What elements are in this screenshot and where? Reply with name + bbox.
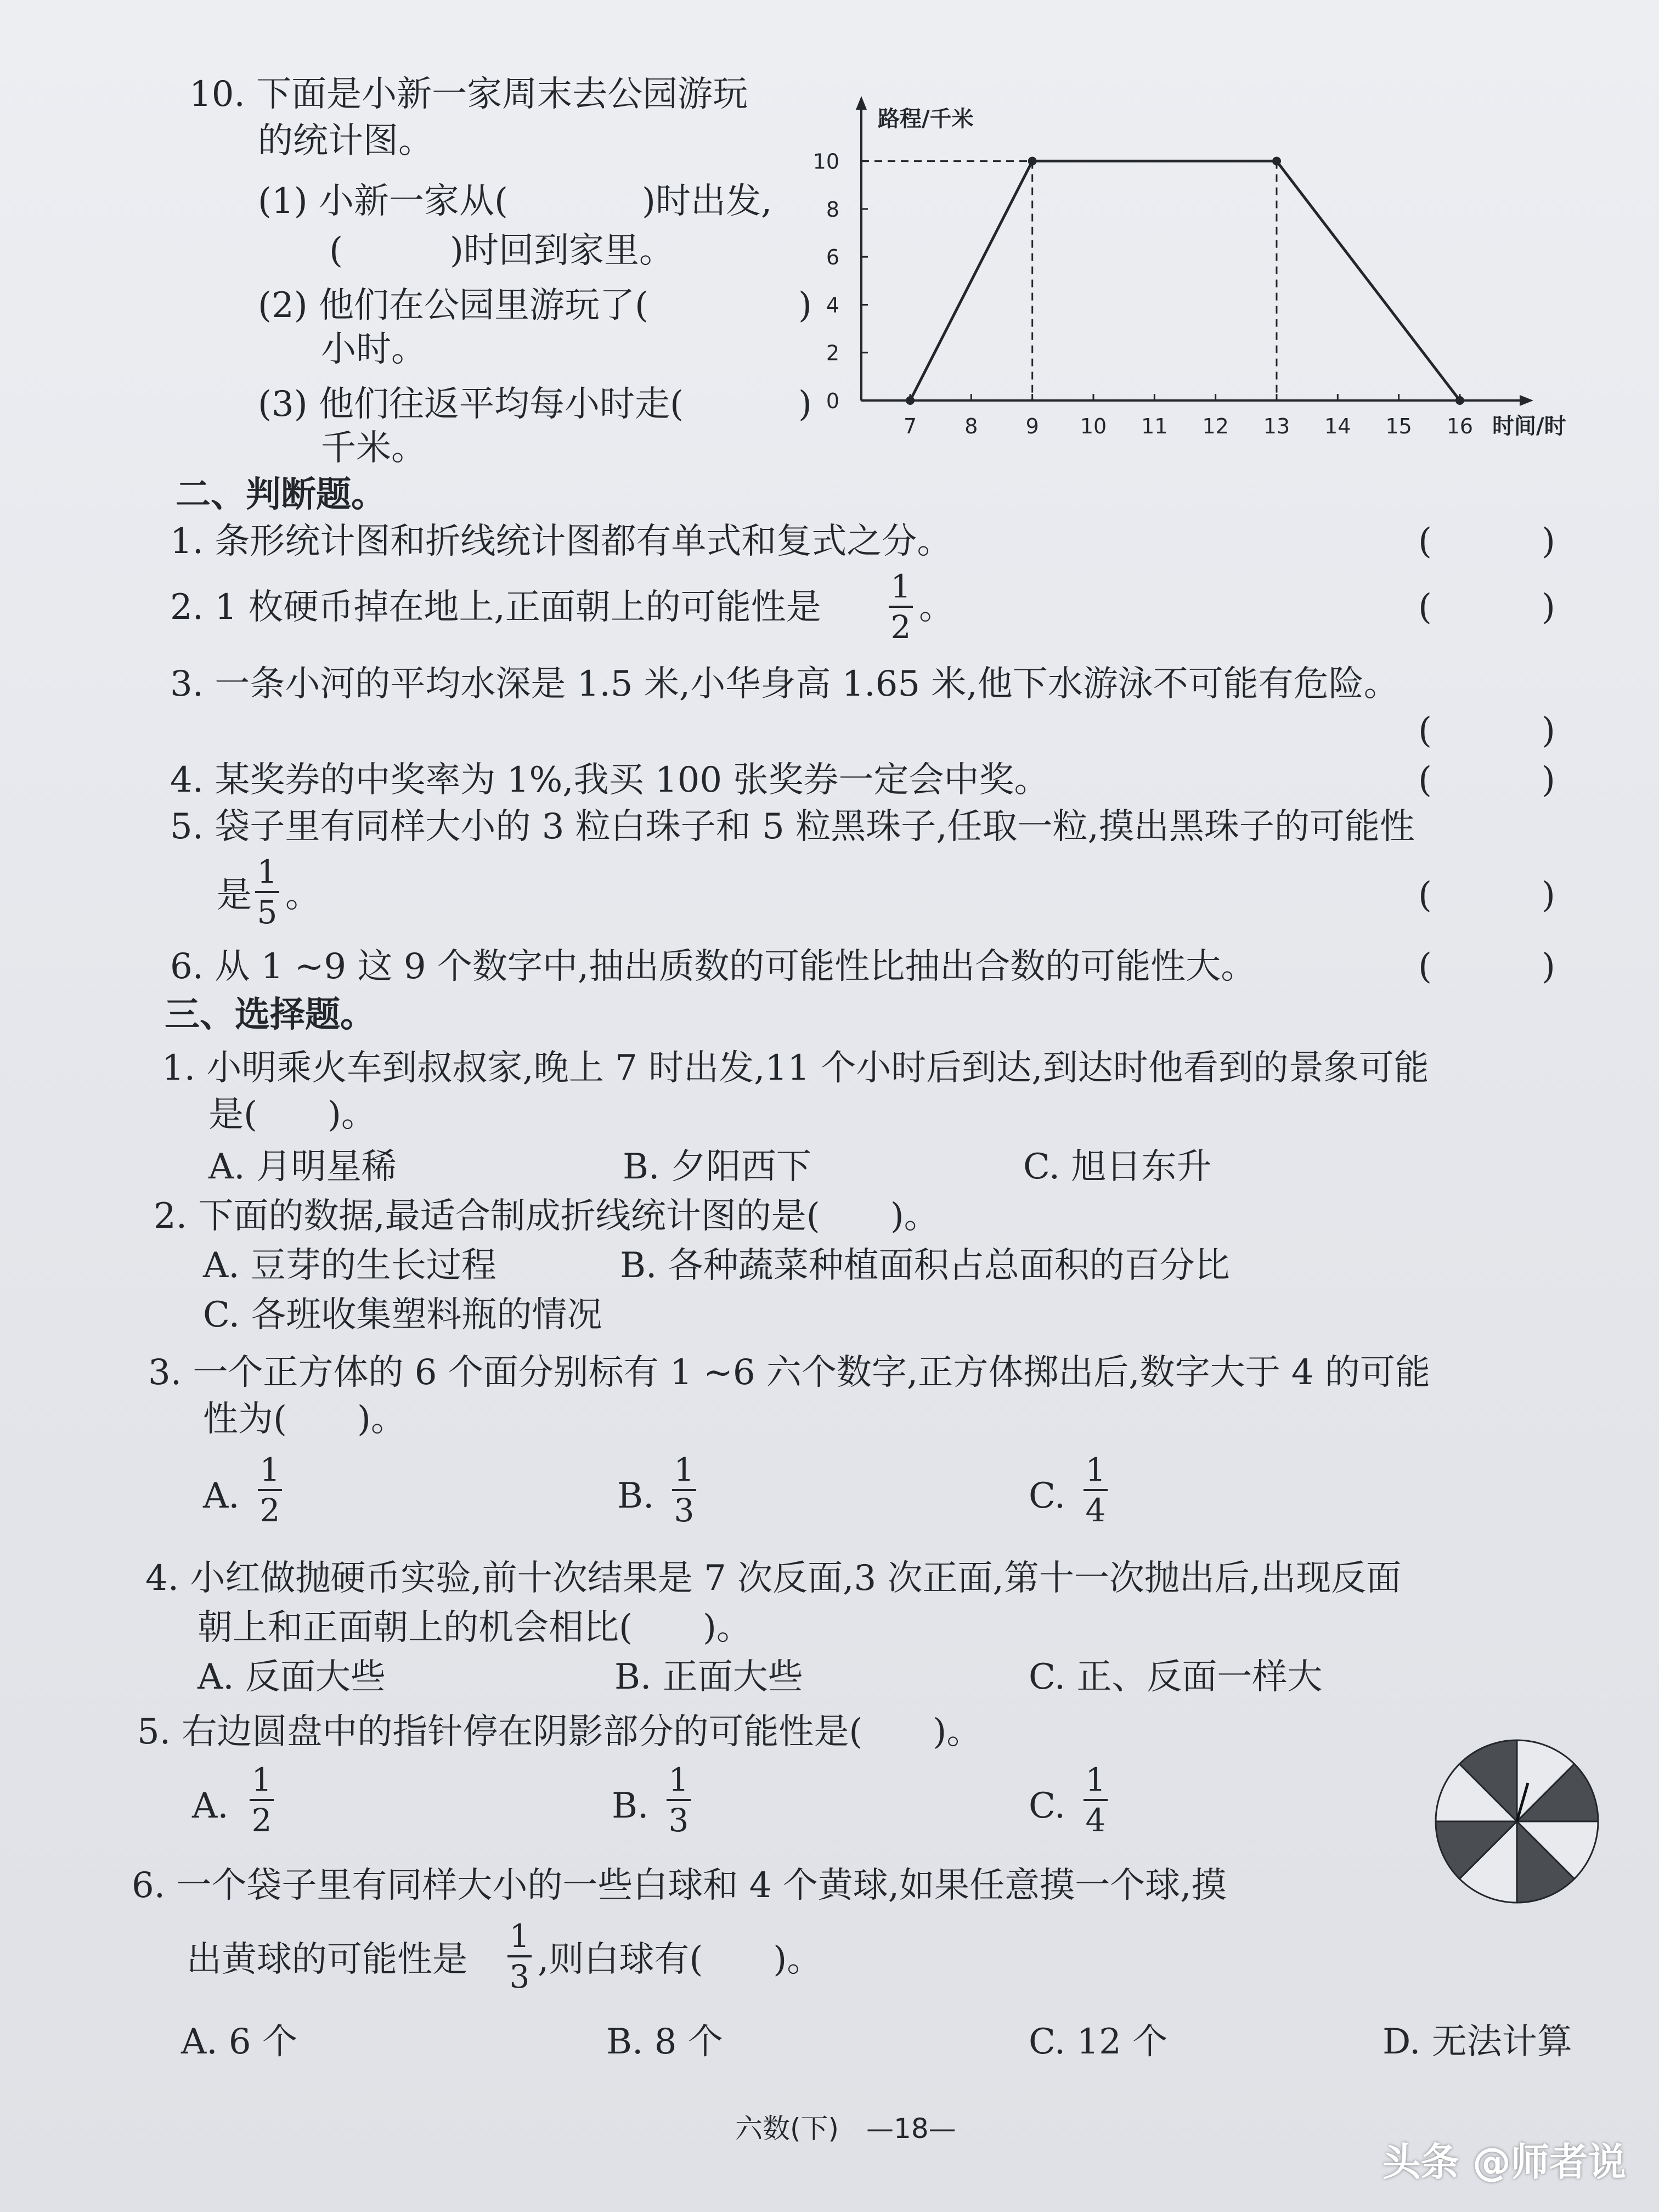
choice-q5-line1: 5. 右边圆盘中的指针停在阴影部分的可能性是( )。	[137, 1712, 982, 1752]
choice-q3-a-fraction	[258, 1451, 282, 1529]
fraction-denominator: 2	[251, 1802, 272, 1839]
choice-q4-option-b[interactable]: B. 正面大些	[614, 1657, 803, 1697]
fraction-bar	[507, 1955, 532, 1957]
y-axis-arrow	[856, 96, 867, 110]
choice-q2-line1: 2. 下面的数据,最适合制成折线统计图的是( )。	[154, 1196, 939, 1237]
x-axis-arrow	[1520, 395, 1533, 406]
x-tick-label: 16	[1446, 414, 1474, 438]
judge-text-5: 袋子里有同样大小的 3 粒白珠子和 5 粒黑珠子,任取一粒,摸出黑珠子的可能性	[215, 806, 1415, 847]
y-tick-label: 0	[826, 389, 839, 413]
judge-paren-4-right: )	[1542, 760, 1555, 800]
y-tick-label: 4	[826, 293, 839, 318]
spinner-disc	[1429, 1734, 1605, 1909]
fraction-denominator: 4	[1085, 1802, 1106, 1839]
judge-text-6: 从 1 ~9 这 9 个数字中,抽出质数的可能性比抽出合数的可能性大。	[215, 946, 1256, 987]
choice-q6-option-b[interactable]: B. 8 个	[606, 2022, 723, 2062]
fraction-denominator: 3	[509, 1958, 530, 1995]
x-axis-label: 时间/时	[1492, 414, 1566, 439]
judge-item-1	[170, 521, 952, 562]
y-tick-label: 10	[812, 149, 839, 174]
judge-paren-5-left[interactable]: (	[1418, 875, 1432, 916]
fraction-numerator: 1	[251, 1761, 272, 1798]
y-tick-label: 2	[826, 341, 839, 365]
fraction-numerator: 1	[509, 1917, 530, 1955]
judge-paren-3-right: )	[1542, 710, 1555, 751]
judge-item-5	[170, 806, 1415, 847]
judge-2-end: 。	[919, 587, 954, 628]
page-footer: 六数(下) —18—	[735, 2113, 956, 2145]
data-point	[1455, 396, 1464, 405]
judge-item-2	[170, 587, 821, 628]
judge-paren-1-right: )	[1542, 521, 1555, 562]
choice-q6-option-a[interactable]: A. 6 个	[181, 2022, 297, 2062]
choice-q4-line2: 朝上和正面朝上的机会相比( )。	[198, 1607, 752, 1648]
choice-q5-option-a[interactable]: A.	[192, 1786, 229, 1826]
x-tick-label: 13	[1263, 414, 1290, 438]
choice-q5-c-fraction	[1084, 1761, 1108, 1839]
judge-2-fraction	[889, 568, 913, 646]
q10-line1: 10. 下面是小新一家周末去公园游玩	[189, 74, 748, 115]
choice-q5-b-fraction	[667, 1761, 691, 1839]
judge-paren-2-left[interactable]: (	[1418, 587, 1432, 628]
choice-q6-fraction	[507, 1917, 532, 1995]
fraction-denominator: 3	[668, 1802, 689, 1839]
choice-q5-option-c[interactable]: C.	[1029, 1786, 1066, 1826]
choice-q5-option-b[interactable]: B.	[612, 1786, 649, 1826]
judge-5-fraction	[255, 853, 279, 931]
fraction-numerator: 1	[668, 1761, 689, 1798]
judge-item-3	[170, 664, 1399, 704]
q10-sub1a: (1) 小新一家从(	[258, 181, 508, 222]
choice-q6-line2-end: ,则白球有( )。	[538, 1939, 822, 1980]
q10-sub1b: )时出发,	[642, 181, 772, 222]
y-axis-label: 路程/千米	[878, 106, 974, 132]
choice-q6-option-c[interactable]: C. 12 个	[1029, 2022, 1168, 2062]
choice-q1-option-a[interactable]: A. 月明星稀	[208, 1147, 397, 1187]
data-point	[1028, 157, 1037, 166]
judge-num-1: 1.	[170, 521, 204, 562]
fraction-denominator: 2	[890, 608, 911, 646]
section3-title: 三、选择题。	[165, 994, 375, 1035]
choice-q3-b-fraction	[672, 1451, 696, 1529]
fraction-denominator: 2	[259, 1492, 280, 1529]
choice-q1-line1: 1. 小明乘火车到叔叔家,晚上 7 时出发,11 个小时后到达,到达时他看到的景象可能	[162, 1048, 1429, 1088]
watermark: 头条 @师者说	[1382, 2140, 1626, 2185]
x-tick-label: 14	[1324, 414, 1351, 438]
judge-item-4	[170, 760, 1049, 800]
fraction-bar	[889, 606, 913, 608]
choice-q6-option-d[interactable]: D. 无法计算	[1383, 2022, 1572, 2062]
q10-sub2c: 小时。	[321, 329, 426, 370]
choice-q1-line2: 是( )。	[208, 1094, 376, 1135]
judge-item-6	[170, 946, 1256, 987]
choice-q6-line2-start: 出黄球的可能性是	[187, 1939, 467, 1980]
fraction-numerator: 1	[1085, 1761, 1106, 1798]
fraction-bar	[1084, 1489, 1108, 1491]
y-tick-label: 6	[826, 245, 839, 270]
choice-q3-c-fraction	[1084, 1451, 1108, 1529]
x-tick-label: 11	[1141, 414, 1168, 438]
fraction-numerator: 1	[257, 853, 278, 890]
x-tick-label: 10	[1080, 414, 1107, 438]
fraction-numerator: 1	[1085, 1451, 1106, 1488]
choice-q2-option-c[interactable]: C. 各班收集塑料瓶的情况	[203, 1295, 602, 1335]
fraction-bar	[672, 1489, 696, 1491]
q10-sub3b: )	[798, 384, 812, 425]
q10-sub2b: )	[798, 285, 812, 326]
judge-num-2: 2.	[170, 587, 204, 628]
x-tick-label: 15	[1385, 414, 1412, 438]
q10-sub2a: (2) 他们在公园里游玩了(	[258, 285, 648, 326]
q10-line2: 的统计图。	[258, 121, 433, 161]
fraction-numerator: 1	[890, 568, 911, 605]
choice-q3-line1: 3. 一个正方体的 6 个面分别标有 1 ~6 六个数字,正方体掷出后,数字大于 4 的可能	[148, 1352, 1430, 1393]
choice-q4-option-c[interactable]: C. 正、反面一样大	[1029, 1657, 1323, 1697]
judge-paren-3-left[interactable]: (	[1418, 710, 1432, 751]
x-tick-label: 7	[903, 414, 917, 438]
data-point	[906, 396, 915, 405]
choice-q3-option-a[interactable]: A.	[203, 1476, 240, 1516]
judge-paren-6-right: )	[1542, 946, 1555, 987]
judge-num-3: 3.	[170, 664, 204, 704]
q10-sub1d: )时回到家里。	[450, 230, 674, 271]
judge-num-5: 5.	[170, 806, 204, 847]
judge-5-end: 。	[285, 875, 320, 916]
choice-q4-line1: 4. 小红做抛硬币实验,前十次结果是 7 次反面,3 次正面,第十一次抛出后,出现反面	[145, 1558, 1402, 1599]
choice-q2-option-a[interactable]: A. 豆芽的生长过程	[203, 1245, 496, 1286]
fraction-denominator: 4	[1085, 1492, 1106, 1529]
choice-q4-option-a[interactable]: A. 反面大些	[198, 1657, 386, 1697]
x-tick-label: 12	[1202, 414, 1229, 438]
fraction-numerator: 1	[674, 1451, 695, 1488]
judge-paren-5-right: )	[1542, 875, 1555, 916]
x-tick-label: 9	[1025, 414, 1039, 438]
fraction-bar	[250, 1799, 274, 1801]
fraction-denominator: 5	[257, 894, 278, 931]
series-line	[910, 161, 1460, 400]
judge-text-3: 一条小河的平均水深是 1.5 米,小华身高 1.65 米,他下水游泳不可能有危险。	[215, 664, 1399, 704]
q10-sub3c: 千米。	[321, 428, 426, 469]
judge-num-4: 4.	[170, 760, 204, 800]
judge-text-2: 1 枚硬币掉在地上,正面朝上的可能性是	[215, 587, 821, 628]
fraction-bar	[667, 1799, 691, 1801]
judge-paren-4-left[interactable]: (	[1418, 760, 1432, 800]
judge-paren-1-left[interactable]: (	[1418, 521, 1432, 562]
q10-sub1c: (	[329, 230, 343, 271]
judge-paren-2-right: )	[1542, 587, 1555, 628]
choice-q1-option-b[interactable]: B. 夕阳西下	[623, 1147, 811, 1187]
fraction-denominator: 3	[674, 1492, 695, 1529]
y-tick-label: 8	[826, 197, 839, 222]
judge-text-1: 条形统计图和折线统计图都有单式和复式之分。	[215, 521, 952, 562]
choice-q5-a-fraction	[250, 1761, 274, 1839]
judge-paren-6-left[interactable]: (	[1418, 946, 1432, 987]
trip-line-chart	[812, 93, 1566, 444]
choice-q1-option-c[interactable]: C. 旭日东升	[1023, 1147, 1212, 1187]
judge-text-4: 某奖券的中奖率为 1%,我买 100 张奖券一定会中奖。	[215, 760, 1049, 800]
choice-q3-line2: 性为( )。	[203, 1399, 406, 1440]
choice-q3-option-b[interactable]: B.	[617, 1476, 654, 1516]
judge-5-line2: 是	[217, 875, 252, 916]
fraction-bar	[255, 891, 279, 893]
choice-q2-option-b[interactable]: B. 各种蔬菜种植面积占总面积的百分比	[620, 1245, 1230, 1286]
section2-title: 二、判断题。	[176, 474, 386, 515]
x-tick-label: 8	[964, 414, 978, 438]
data-point	[1272, 157, 1281, 166]
judge-num-6: 6.	[170, 946, 204, 987]
choice-q6-line1: 6. 一个袋子里有同样大小的一些白球和 4 个黄球,如果任意摸一个球,摸	[132, 1865, 1227, 1906]
fraction-bar	[1084, 1799, 1108, 1801]
fraction-numerator: 1	[259, 1451, 280, 1488]
choice-q3-option-c[interactable]: C.	[1029, 1476, 1066, 1516]
fraction-bar	[258, 1489, 282, 1491]
q10-sub3a: (3) 他们往返平均每小时走(	[258, 384, 684, 425]
